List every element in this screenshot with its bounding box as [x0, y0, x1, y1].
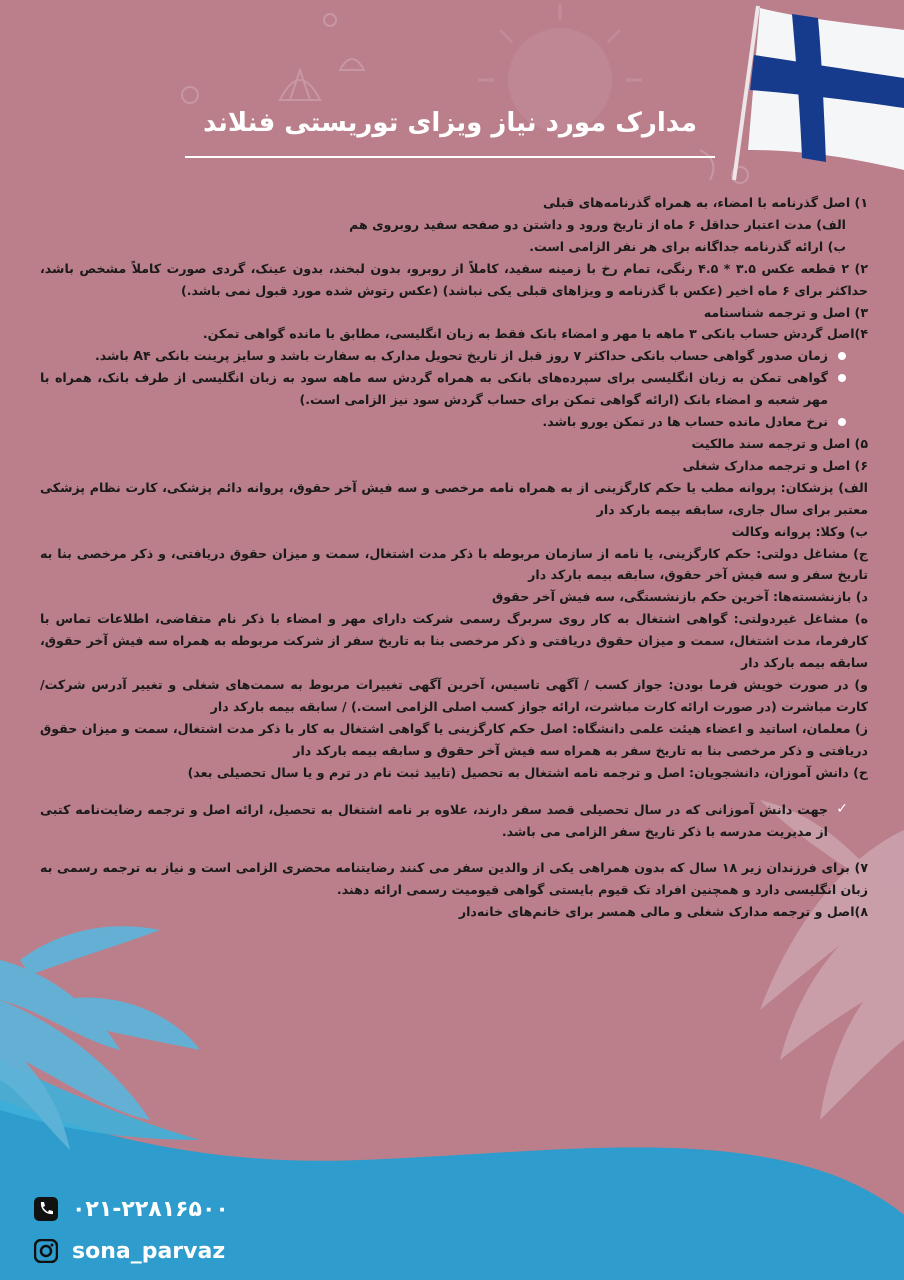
list-item: الف) مدت اعتبار حداقل ۶ ماه از تاریخ ورود و داشتن دو صفحه سفید روبروی هم — [349, 216, 846, 232]
phone-number[interactable]: ۰۲۱-۲۲۸۱۶۵۰۰ — [72, 1196, 229, 1222]
page-title: مدارک مورد نیاز ویزای توریستی فنلاند — [203, 108, 697, 138]
list-item: د) بازنشسته‌ها: آخرین حکم بازنشستگی، سه فیش آخر حقوق — [492, 589, 868, 605]
list-item: ب) ارائه گذرنامه جداگانه برای هر نفر الزامی است. — [529, 238, 846, 254]
bullet-item: نرخ معادل مانده حساب ها در تمکن یورو باشد. — [40, 411, 868, 433]
instagram-row[interactable] — [34, 1230, 294, 1272]
phone-icon — [34, 1197, 58, 1221]
bullet-item: زمان صدور گواهی حساب بانکی حداکثر ۷ روز قبل از تاریخ تحویل مدارک به سفارت باشد و سایز پرینت بانکی A۴ باشد. — [40, 345, 868, 367]
note-item: ✓ جهت دانش آموزانی که در سال تحصیلی قصد سفر دارند، علاوه بر نامه اشتغال به تحصیل، ارائه اصل و ترجمه رضایت‌نامه کتبی از مدیریت مدرسه با ذکر تاریخ سفر الزامی می باشد. — [40, 799, 868, 843]
phone-row[interactable] — [34, 1188, 294, 1230]
instagram-icon — [34, 1239, 58, 1263]
finland-flag-icon — [730, 0, 904, 185]
list-item: ۶) اصل و ترجمه مدارک شغلی — [682, 457, 868, 473]
list-item: ۴)اصل گردش حساب بانکی ۳ ماهه با مهر و امضاء بانک فقط به زبان انگلیسی، مطابق با مانده گواهی تمکن. — [202, 326, 868, 342]
instagram-handle[interactable]: sona_parvaz — [72, 1238, 226, 1264]
list-item: ه) مشاغل غیردولتی: گواهی اشتغال به کار روی سربرگ رسمی شرکت دارای مهر و امضاء با ذکر نام متقاضی، اطلاعات تماس با کارفرما، مدت اشتغال، سمت و میزان حقوق دریافتی و ذکر مرخصی بنا به تاریخ سفر از شرکت مربوطه به همراه سه فیش آخر حقوق، سابقه بیمه بارکد دار — [40, 611, 868, 671]
contact-info — [34, 1188, 294, 1272]
list-item: ۷) برای فرزندان زیر ۱۸ سال که بدون همراهی یکی از والدین سفر می کنند رضایتنامه محضری الزامی است و نیاز به ترجمه رسمی به زبان انگلیسی دارد و همچنین افراد تک قیوم بایستی گواهی قیومیت رسمی ارائه دهند. — [40, 860, 868, 898]
list-item: ۲) ۲ قطعه عکس ۳.۵ * ۴.۵ رنگی، تمام رخ با زمینه سفید، کاملاً از روبرو، بدون لبخند، بدون عینک، گردی صورت کاملاً مشخص باشد، حداکثر برای ۶ ماه اخیر (عکس با گذرنامه و ویزاهای قبلی یکی نباشد) (عکس رتوش شده مورد قبول نمی باشد.) — [40, 260, 868, 298]
title-underline — [185, 156, 715, 158]
list-item: ۱) اصل گذرنامه با امضاء، به همراه گذرنامه‌های قبلی — [542, 195, 868, 210]
list-item: الف) پزشکان: پروانه مطب یا حکم کارگزینی از به همراه نامه مرخصی و سه فیش آخر حقوق، پروانه دائم پزشکی، کارت نظام پزشکی معتبر برای سال جاری، سابقه بیمه بارکد دار — [40, 479, 868, 517]
list-item: و) در صورت خویش فرما بودن: جواز کسب / آگهی تاسیس، آخرین آگهی تغییرات مربوط به سمت‌های شغلی و تغییر آدرس شرکت/ کارت مباشرت (در صورت ارائه کارت مباشرت، ارائه جواز کسب اصلی الزامی است.) / سابقه بیمه بارکد دار — [40, 676, 868, 714]
list-item: ح) دانش آموزان، دانشجویان: اصل و ترجمه نامه اشتغال به تحصیل (تایید ثبت نام در ترم و یا سال تحصیلی بعد) — [187, 764, 868, 780]
list-item: ج) مشاغل دولتی: حکم کارگزینی، یا نامه از سازمان مربوطه با ذکر مدت اشتغال، سمت و میزان حقوق دریافتی، و ذکر مرخصی بنا به تاریخ سفر و سه فیش آخر حقوق، سابقه بیمه بارکد دار — [40, 545, 868, 583]
list-item: ب) وکلا: پروانه وکالت — [731, 523, 868, 539]
bullet-item: گواهی تمکن به زبان انگلیسی برای سپرده‌های بانکی به همراه گردش سه ماهه سود به زبان انگلیسی از طرف بانک، همراه با مهر شعبه و امضاء بانک (ارائه گواهی تمکن برای حساب گردش سود نیز الزامی است.) — [40, 367, 868, 411]
list-item: ۳) اصل و ترجمه شناسنامه — [703, 304, 868, 320]
requirements-list — [40, 192, 868, 923]
list-item: ۵) اصل و ترجمه سند مالکیت — [691, 435, 868, 451]
list-item: ۸)اصل و ترجمه مدارک شغلی و مالی همسر برای خانم‌های خانه‌دار — [458, 904, 868, 920]
list-item: ز) معلمان، اساتید و اعضاء هیئت علمی دانشگاه: اصل حکم کارگزینی یا گواهی اشتغال به کار با ذکر مدت اشتغال، سمت و میزان حقوق دریافتی و ذکر مرخصی بنا به تاریخ سفر به همراه سه فیش آخر حقوق و سابقه بیمه بارکد دار — [40, 720, 868, 758]
